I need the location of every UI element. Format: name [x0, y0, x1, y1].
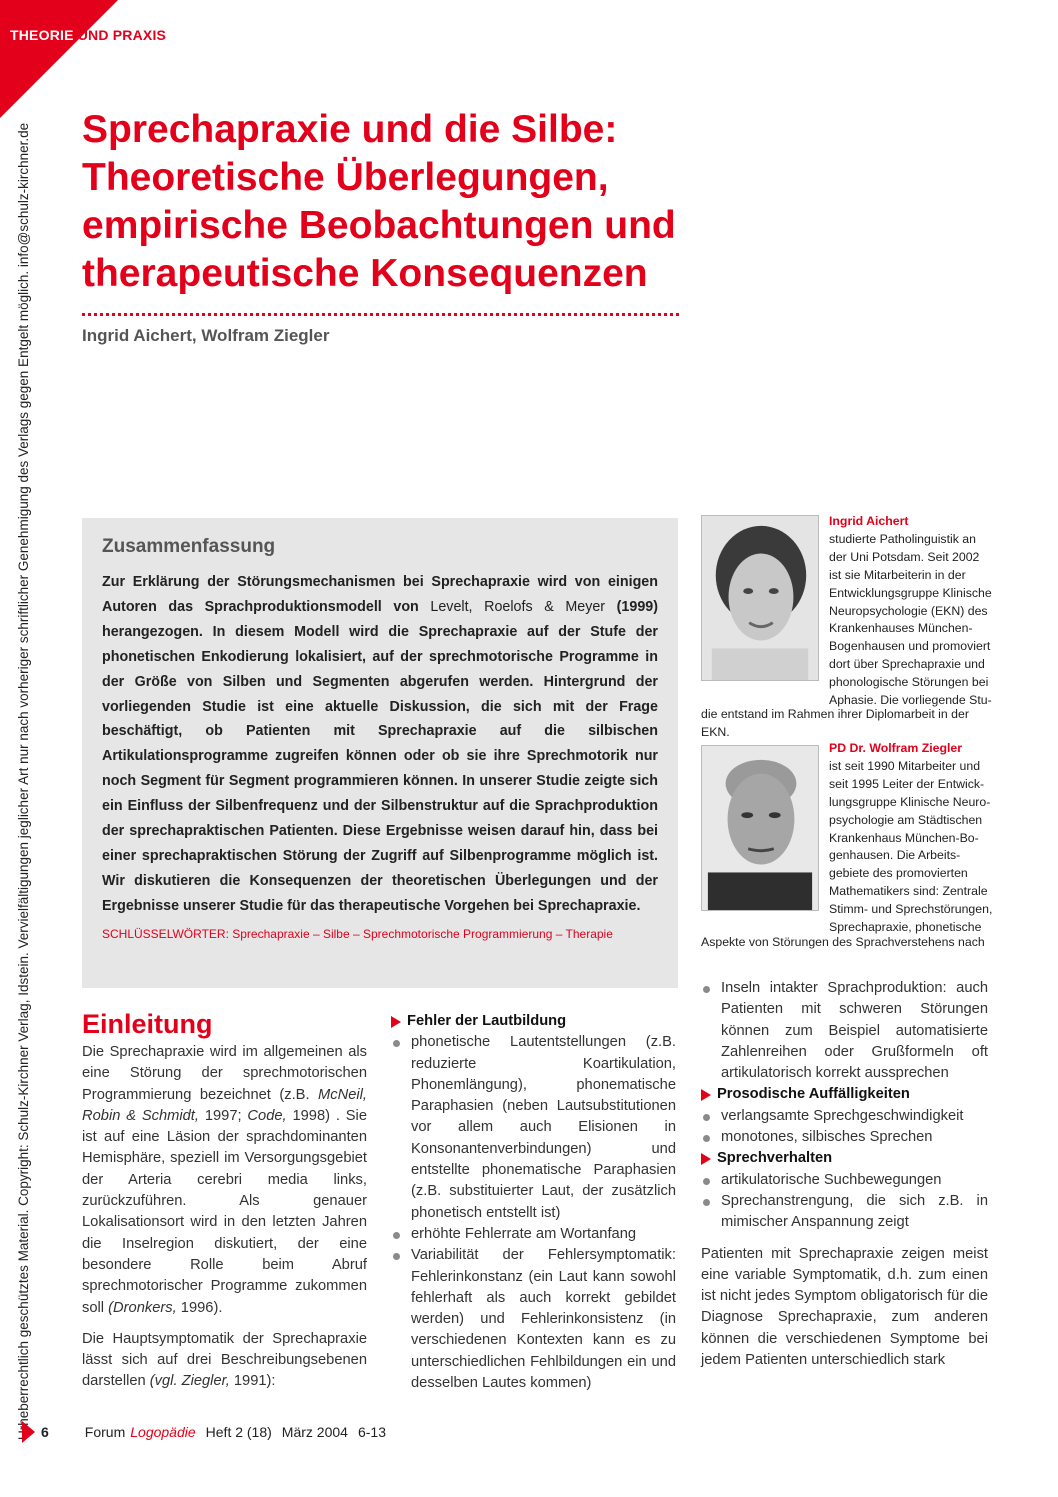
section-label-theorie: THEORIE: [10, 27, 74, 43]
abstract-heading: Zusammenfassung: [102, 536, 276, 557]
arrow-right-icon: [391, 1016, 401, 1028]
list-item: monotones, silbisches Sprechen: [701, 1127, 988, 1148]
section-label-praxis: UND PRAXIS: [77, 27, 167, 43]
bullet-list: [701, 978, 988, 1084]
bio-line: Stimm- und Sprechstörungen,: [829, 902, 993, 917]
author-bio-ziegler: [829, 740, 999, 937]
bio-line: psychologie am Städtischen: [829, 812, 983, 827]
text-run: 1991):: [229, 1373, 276, 1390]
subheading: [391, 1011, 676, 1032]
title-line: Sprechapraxie und die Silbe:: [82, 108, 618, 151]
citation: McNeil, Robin & Schmidt,: [82, 1086, 367, 1124]
paragraph: Patienten mit Sprechapraxie zeigen meist eine variable Symptomatik, d.h. zum einen ist nicht jedes Symptom obligatorisch für die Diagnose Sprechapraxie, zum anderen können die verschiedenen Symptome bei jedem Patienten unterschiedlich stark: [701, 1245, 988, 1369]
author-photo-aichert: [701, 515, 819, 681]
bio-line: Bogenhausen und promoviert: [829, 639, 991, 654]
bio-line: der Uni Potsdam. Seit 2002: [829, 549, 980, 564]
bio-line: Sprechapraxie, phonetische: [829, 920, 982, 935]
bio-line: Krankenhaus München-Bo-: [829, 830, 979, 845]
text-run: 1997;: [198, 1107, 242, 1124]
page-number: 6: [41, 1424, 49, 1440]
column-2: [391, 1011, 676, 1394]
journal-issue: Heft 2 (18): [205, 1424, 272, 1440]
list-item: erhöhte Fehlerrate am Wortanfang: [391, 1224, 676, 1245]
bio-line: Aphasie. Die vorliegende Stu-: [829, 693, 992, 708]
abstract-text-part: Zur Erklärung der Störungsmechanismen bei Sprechapraxie wird von einigen Autoren das Sprachproduktionsmodell von: [102, 574, 658, 615]
bio-line: dort über Sprechapraxie und: [829, 657, 985, 672]
text-run: Die Hauptsymptomatik der Sprechapraxie lässt sich auf drei Beschreibungsebenen darstellen: [82, 1330, 367, 1390]
bio-line: Entwicklungsgruppe Klinische: [829, 585, 992, 600]
bio-line: genhausen. Die Arbeits-: [829, 848, 961, 863]
bullet-list: [701, 1106, 988, 1149]
list-item: Sprechanstrengung, die sich z.B. in mimischer Anspannung zeigt: [701, 1191, 988, 1234]
journal-date: März 2004: [281, 1424, 348, 1440]
list-item: Inseln intakter Sprachproduktion: auch Patienten mit schweren Störungen können zum Beispiel automatisierte Zahlenreihen oder Grußformeln oft artikulatorisch korrekt aussprechen: [701, 978, 988, 1084]
abstract-reference: Levelt, Roelofs & Meyer: [430, 598, 606, 615]
bio-line: die entstand im Rahmen ihrer Diplomarbeit in der EKN.: [701, 707, 969, 739]
bio-line: lungsgruppe Klinische Neuro-: [829, 794, 991, 809]
bio-line: studierte Patholinguistik an: [829, 531, 976, 546]
bio-line: seit 1995 Leiter der Entwick-: [829, 776, 985, 791]
list-item: artikulatorische Suchbewegungen: [701, 1170, 988, 1191]
citation: (vgl. Ziegler,: [149, 1373, 230, 1390]
text-run: 1998) . Sie ist auf eine Läsion der sprachdominanten Hemisphäre, speziell im Versorgungsgebiet der Arteria cerebri media links, zurückzuführen. Als genauer Lokalisationsort wird in den letzten Jahren die Inselregion diskutiert, der eine besondere Rolle beim Abruf sprechmotorischer Programme zukommen soll: [82, 1107, 367, 1316]
subheading-text: Prosodische Auffälligkeiten: [717, 1086, 910, 1103]
author-bio-aichert: [829, 513, 999, 710]
bio-line: gebiete des promovierten: [829, 866, 968, 881]
paragraph: [82, 1042, 367, 1319]
text-run: 1996).: [176, 1299, 223, 1316]
bullet-list: [701, 1170, 988, 1234]
author-photo-ziegler: [701, 745, 819, 911]
paragraph: [82, 1329, 367, 1393]
subheading-text: Fehler der Lautbildung: [407, 1013, 567, 1029]
bio-name: Ingrid Aichert: [829, 514, 909, 528]
journal-logo: Logopädie: [130, 1424, 196, 1440]
copyright-notice: Urheberrechtlich geschütztes Material. Copyright: Schulz-Kirchner Verlag, Idstein. Vervielfältigungen jeglicher Art nur nach vorheriger schriftlicher Genehmigung des Verlags gegen Entgelt möglich. info@schulz-kirchner.de: [16, 122, 31, 1440]
bio-line: ist seit 1990 Mitarbeiter und: [829, 758, 981, 773]
bio-line: Neuropsychologie (EKN) des: [829, 603, 988, 618]
bio-line: Krankenhauses München-: [829, 621, 973, 636]
title-line: therapeutische Konsequenzen: [82, 252, 648, 295]
article-title: [82, 106, 722, 298]
subheading: [701, 1148, 988, 1169]
text-run: Die Sprechapraxie wird im allgemeinen als eine Störung der sprechmotorischen Programmierung bezeichnet (z.B.: [82, 1044, 367, 1103]
page-footer: [22, 1421, 396, 1443]
bullet-list: [391, 1032, 676, 1394]
citation: (Dronkers,: [108, 1299, 177, 1316]
section-label: [10, 27, 166, 43]
authors: Ingrid Aichert, Wolfram Ziegler: [82, 326, 330, 345]
abstract-text: [102, 570, 658, 919]
citation: Code,: [247, 1107, 287, 1124]
arrow-right-icon: [701, 1089, 711, 1101]
list-item: verlangsamte Sprechgeschwindigkeit: [701, 1106, 988, 1127]
title-line: Theoretische Überlegungen,: [82, 156, 609, 199]
bio-name: PD Dr. Wolfram Ziegler: [829, 741, 963, 755]
title-line: empirische Beobachtungen und: [82, 204, 676, 247]
column-3: [701, 978, 988, 1371]
bio-line: Mathematikers sind: Zentrale: [829, 884, 988, 899]
journal-forum: Forum: [84, 1424, 126, 1440]
keywords: SCHLÜSSELWÖRTER: Sprechapraxie – Silbe – Sprechmotorische Programmierung – Therapie: [102, 926, 613, 941]
subheading: [701, 1084, 988, 1105]
abstract-text-part: (1999) herangezogen. In diesem Modell wird die Sprechapraxie auf der Stufe der phonetischen Enkodierung lokalisiert, auf der sprechmotorische Programme in der Größe von Silben und Segmenten abgerufen werden. Hintergrund der vorliegenden Studie ist eine aktuelle Diskussion, die sich mit der Frage beschäftigt, ob Patienten mit Sprechapraxie auf die silbischen Artikulationsprogramme zugreifen können oder ob sie ihre Sprechmotorik nur noch Segment für Segment programmieren können. In unserer Studie zeigte sich ein Einfluss der Silbenfrequenz und der Silbenstruktur auf die Sprachproduktion der sprechapraktischen Patienten. Diese Ergebnisse weisen darauf hin, dass bei einer sprechapraktischen Störung der Zugriff auf Silbenprogramme möglich ist. Wir diskutieren die Konsequenzen der theoretischen Überlegungen und der Ergebnisse unserer Studie für das therapeutische Vorgehen bei Sprechapraxie.: [102, 598, 658, 914]
column-1: [82, 1008, 367, 1393]
journal-pages: 6-13: [357, 1424, 386, 1440]
page-marker-icon: [22, 1421, 35, 1443]
list-item: Variabilität der Fehlersymptomatik: Fehlerinkonstanz (ein Laut kann sowohl fehlerhaft als auch korrekt gebildet werden) und Fehlerinkonsistenz (in verschiedenen Kontexten kann es zu unterschiedlichen Fehlbildungen ein und desselben Lautes kommen): [391, 1245, 676, 1394]
section-heading: Einleitung: [82, 1009, 213, 1039]
abstract-box: [82, 518, 678, 988]
dotted-divider: [82, 313, 679, 316]
subheading-text: Sprechverhalten: [717, 1150, 833, 1167]
arrow-right-icon: [701, 1153, 711, 1165]
bio-line: ist sie Mitarbeiterin in der: [829, 567, 966, 582]
list-item: phonetische Lautentstellungen (z.B. reduzierte Koartikulation, Phonemlängung), phonematische Paraphasien (neben Lautsubstitutionen vor allem auch Elisionen in Konsonantenverbindungen) und entstellte phonematische Paraphasien (z.B. substituierter Laut, der zusätzlich phonetisch entstellt ist): [391, 1032, 676, 1224]
bio-line: Aspekte von Störungen des Sprachverstehens nach: [701, 935, 985, 949]
bio-line: phonologische Störungen bei: [829, 675, 989, 690]
